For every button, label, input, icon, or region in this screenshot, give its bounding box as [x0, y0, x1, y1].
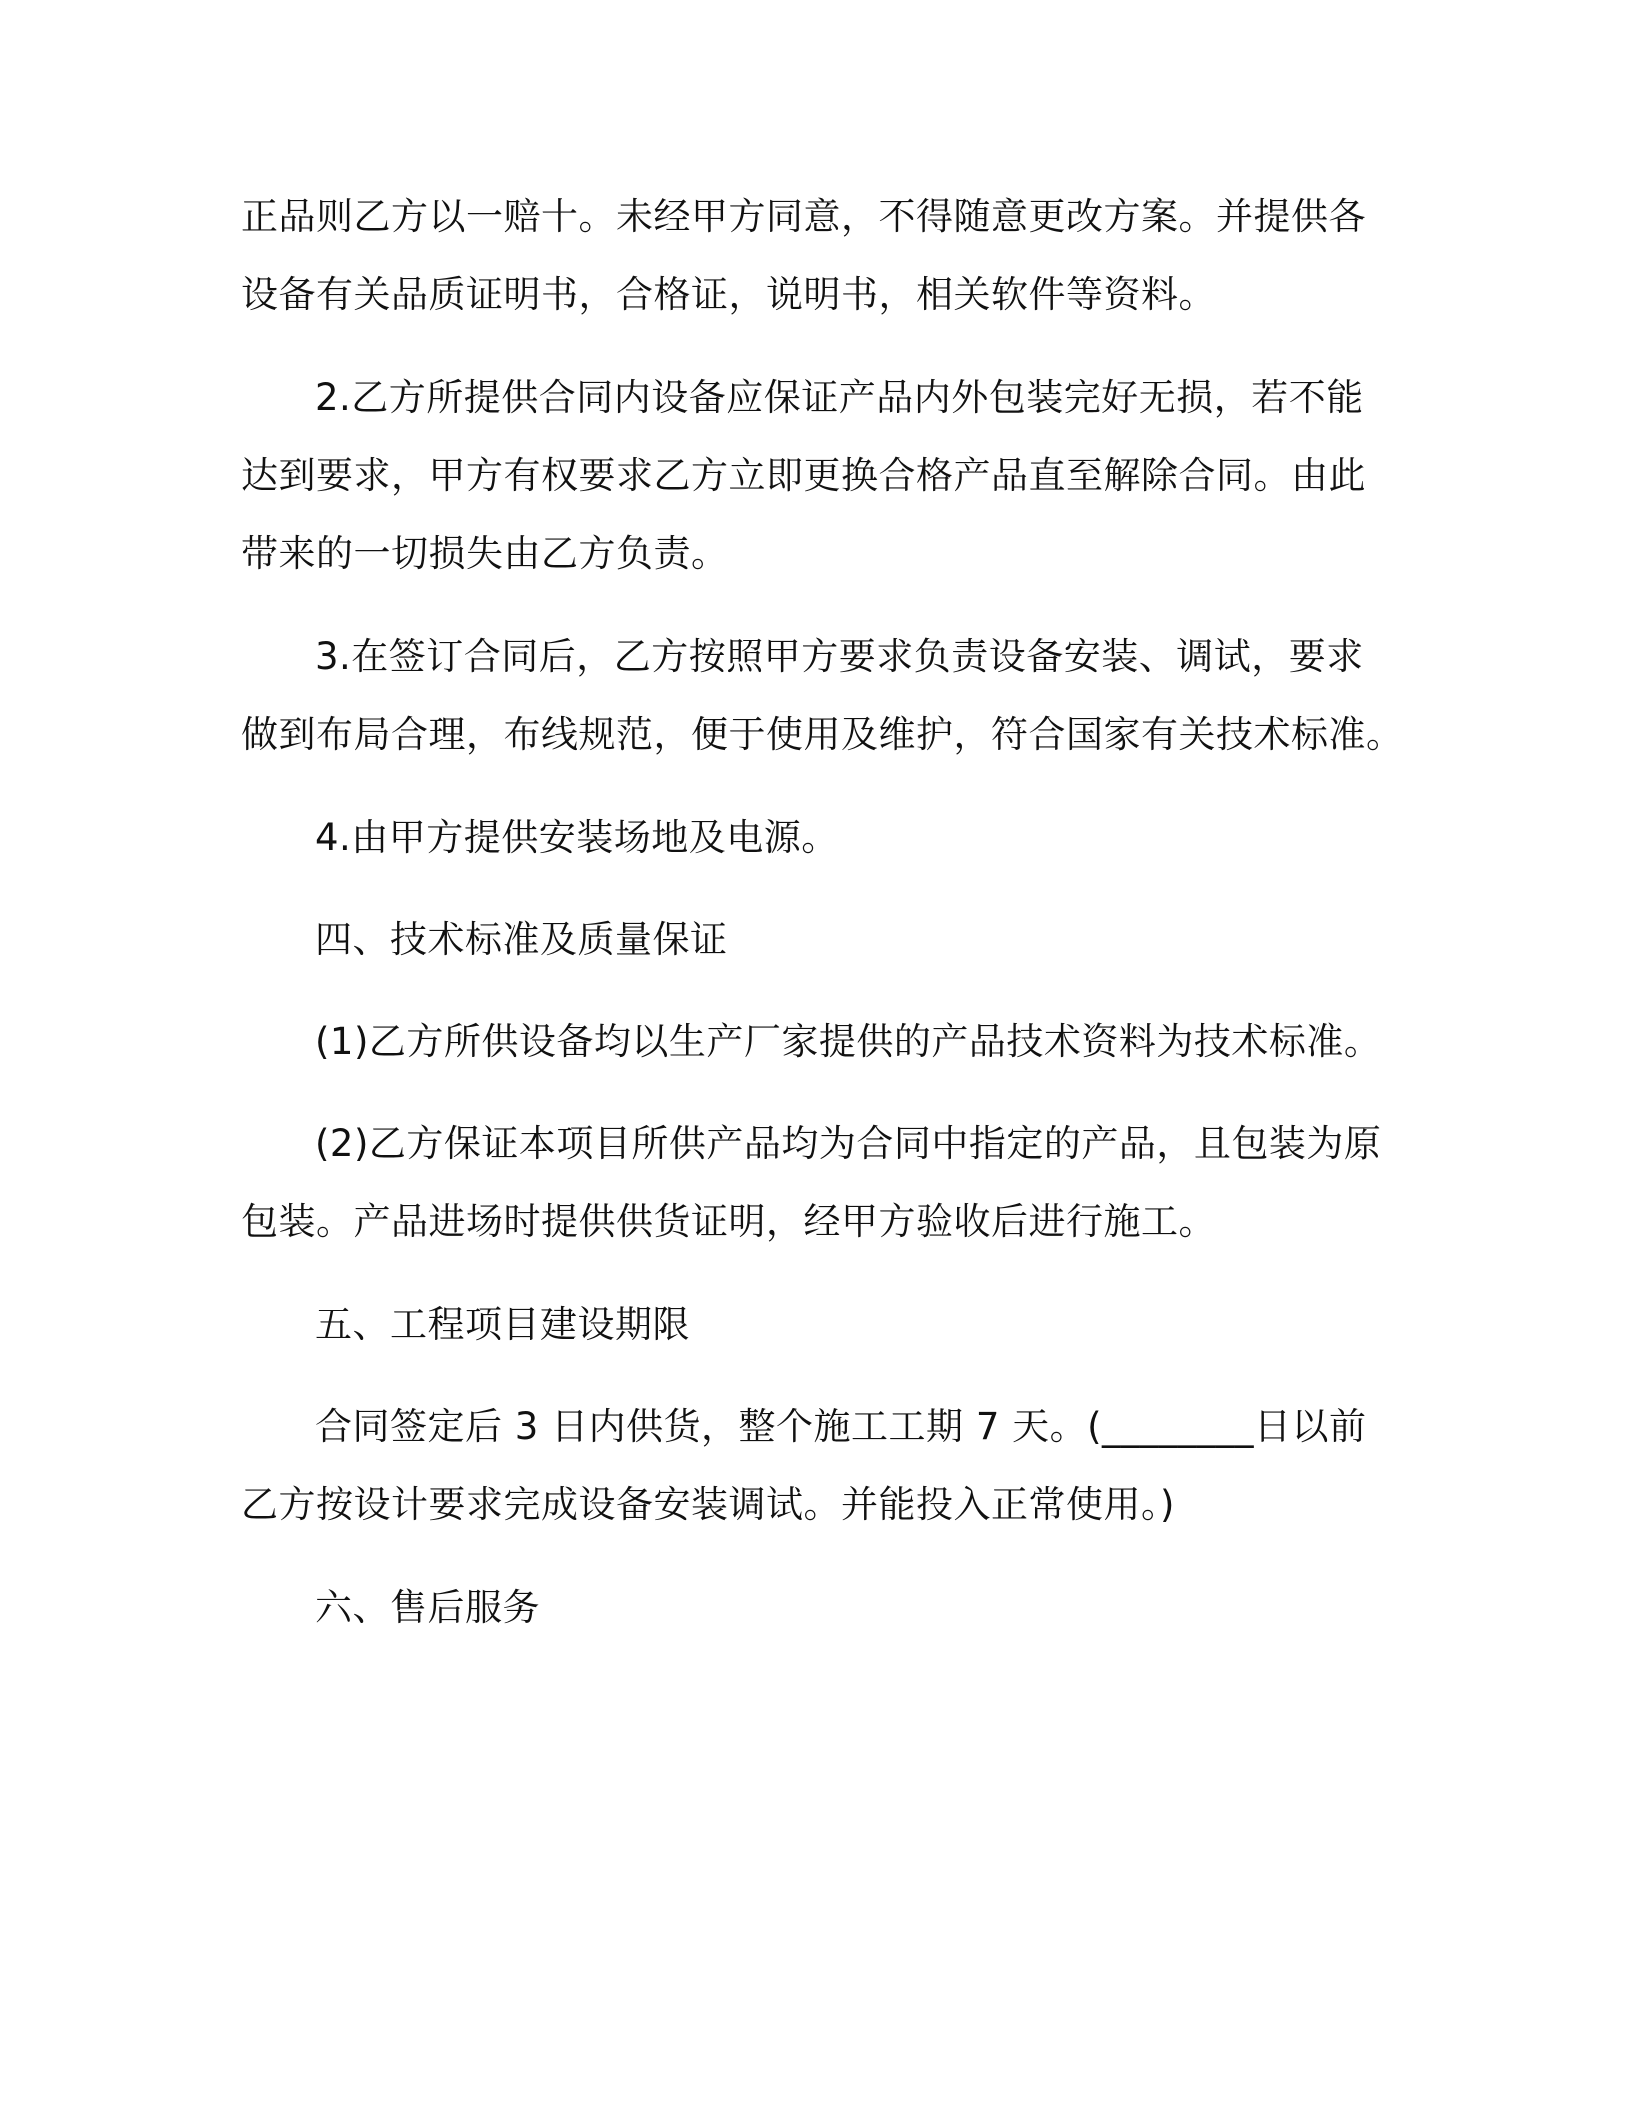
item-2-line: (2)乙方保证本项目所供产品均为合同中指定的产品，且包装为原	[315, 1122, 1382, 1165]
body-text-line: 正品则乙方以一赔十。未经甲方同意，不得随意更改方案。并提供各	[241, 195, 1366, 238]
body-text-line: 包装。产品进场时提供供货证明，经甲方验收后进行施工。	[241, 1200, 1216, 1243]
body-text-line: 做到布局合理，布线规范，便于使用及维护，符合国家有关技术标准。	[241, 713, 1404, 756]
body-text-line: 设备有关品质证明书，合格证，说明书，相关软件等资料。	[241, 273, 1216, 316]
section-heading-construction-period: 五、工程项目建设期限	[315, 1303, 690, 1346]
clause-3-line: 3.在签订合同后，乙方按照甲方要求负责设备安装、调试，要求	[315, 635, 1364, 678]
section-heading-after-sales: 六、售后服务	[315, 1586, 540, 1629]
body-text-line: 达到要求，甲方有权要求乙方立即更换合格产品直至解除合同。由此	[241, 454, 1366, 497]
clause-4-line: 4.由甲方提供安装场地及电源。	[315, 816, 839, 859]
section-heading-technical-standards: 四、技术标准及质量保证	[315, 918, 728, 961]
item-1-line: (1)乙方所供设备均以生产厂家提供的产品技术资料为技术标准。	[315, 1020, 1382, 1063]
schedule-line: 合同签定后 3 日内供货，整个施工工期 7 天。(________日以前	[315, 1405, 1367, 1448]
body-text-line: 乙方按设计要求完成设备安装调试。并能投入正常使用。)	[241, 1483, 1175, 1526]
clause-2-line: 2.乙方所提供合同内设备应保证产品内外包装完好无损，若不能	[315, 376, 1364, 419]
body-text-line: 带来的一切损失由乙方负责。	[241, 532, 729, 575]
